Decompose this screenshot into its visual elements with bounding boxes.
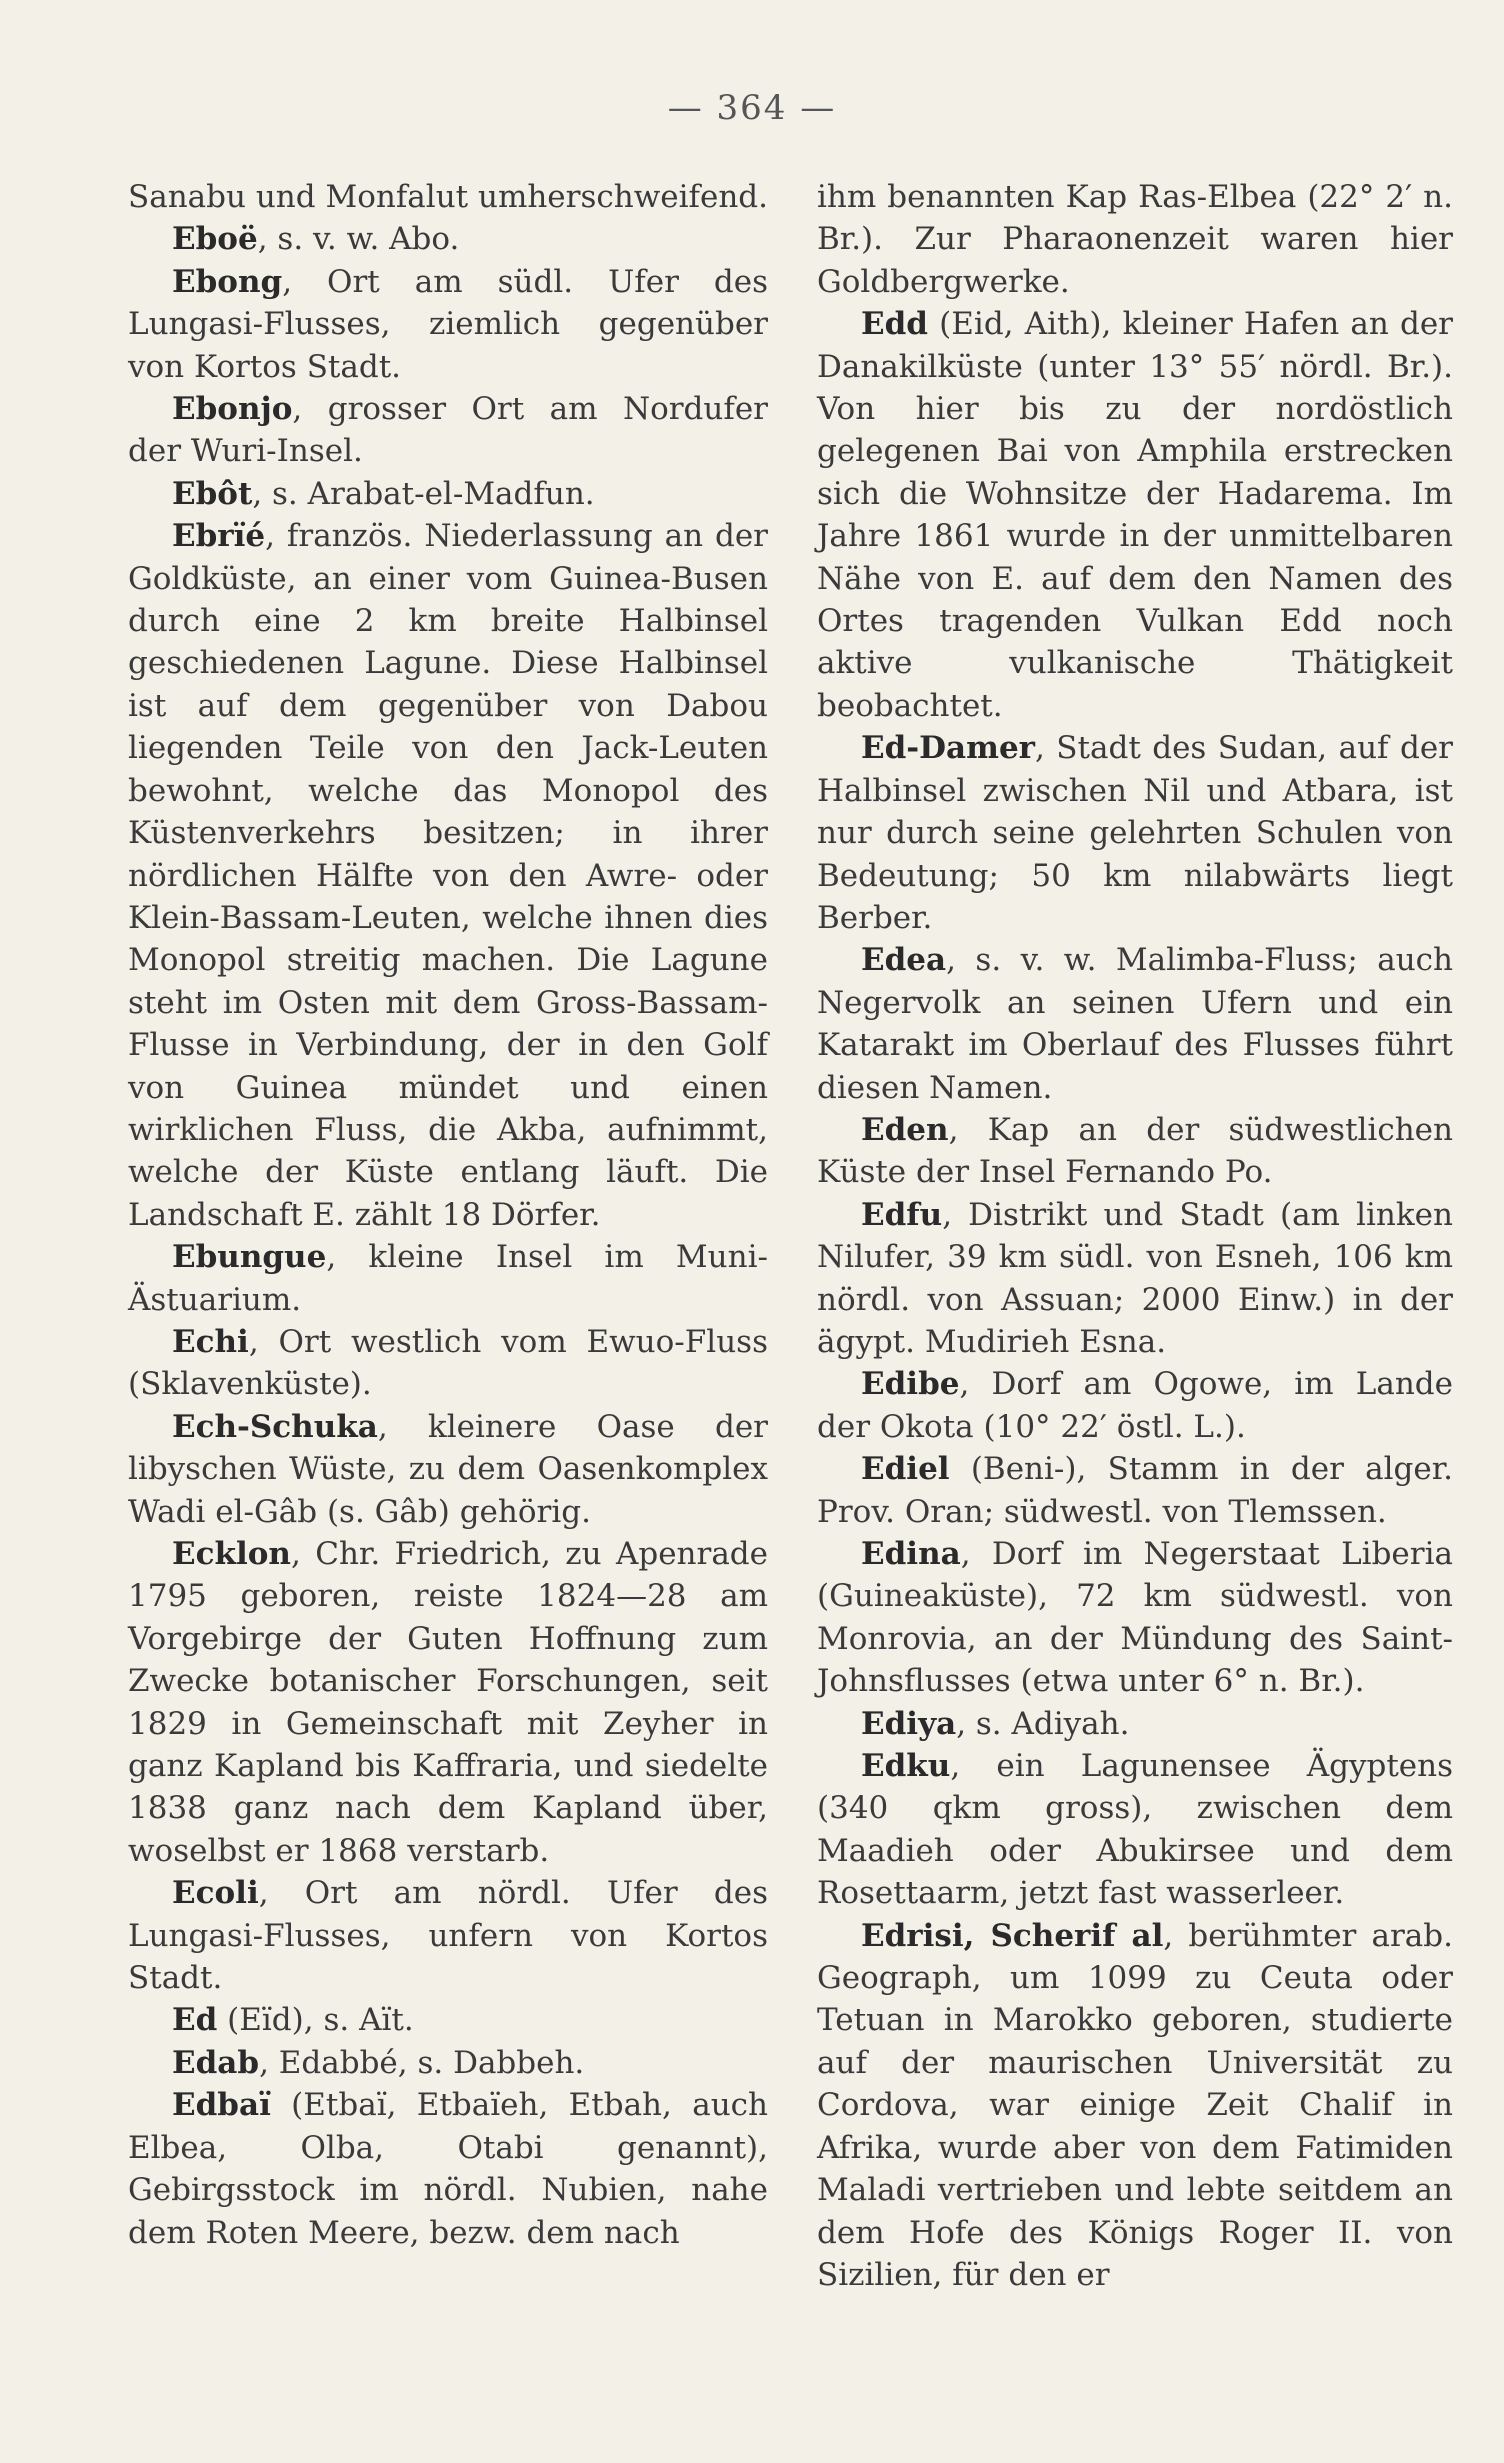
dictionary-entry xyxy=(128,2042,768,2084)
dictionary-entry xyxy=(817,1915,1453,2297)
entry-text: , Ort am nördl. Ufer des Lungasi-Flusses, unfern von Kortos Stadt. xyxy=(128,1875,768,1997)
entry-headword: Ediel xyxy=(861,1451,950,1488)
entry-text: , s. v. w. Abo. xyxy=(257,221,460,258)
entry-text: , kleinere Oase der libyschen Wüste, zu dem Oasenkomplex Wadi el-Gâb (s. Gâb) gehörig. xyxy=(128,1408,768,1530)
entry-text: , französ. Niederlassung an der Goldküste, an einer vom Guinea-Busen durch eine 2 km breite Halbinsel geschiedenen Lagune. Diese Halbinsel ist auf dem gegenüber von Dabou liegenden Teile von den Jack-Leuten bewohnt, welche das Monopol des Küstenverkehrs besitzen; in ihrer nördlichen Hälfte von den Awre- oder Klein-Bassam-Leuten, welche ihnen dies Monopol streitig machen. Die Lagune steht im Osten mit dem Gross-Bassam-Flusse in Verbindung, der in den Golf von Guinea mündet und einen wirklichen Fluss, die Akba, aufnimmt, welche der Küste entlang läuft. Die Landschaft E. zählt 18 Dörfer. xyxy=(128,518,768,1233)
entry-headword: Ecoli xyxy=(172,1875,259,1912)
entry-headword: Eboë xyxy=(172,221,258,258)
entry-text: , Ort am südl. Ufer des Lungasi-Flusses, ziemlich gegenüber von Kortos Stadt. xyxy=(128,263,768,385)
dictionary-entry xyxy=(817,303,1453,727)
dictionary-entry xyxy=(128,1872,768,1999)
entry-headword: Ebonjo xyxy=(172,391,293,428)
entry-text: (Eid, Aith), kleiner Hafen an der Danakilküste (unter 13° 55′ nördl. Br.). Von hier bis zu der nordöstlich gelegenen Bai von Amphila erstrecken sich die Wohnsitze der Hadarema. Im Jahre 1861 wurde in der unmittelbaren Nähe von E. auf dem den Namen des Ortes tragenden Vulkan Edd noch aktive vulkanische Thätigkeit beobachtet. xyxy=(817,306,1453,724)
dictionary-entry xyxy=(128,1236,768,1321)
entry-text: , Ort westlich vom Ewuo-Fluss (Sklavenküste). xyxy=(128,1323,768,1403)
dictionary-entry xyxy=(128,473,768,515)
entry-text: , Kap an der südwestlichen Küste der Insel Fernando Po. xyxy=(817,1111,1453,1191)
dictionary-entry xyxy=(817,727,1453,939)
right-column xyxy=(817,176,1453,2296)
dictionary-entry xyxy=(128,176,768,218)
dictionary-entry xyxy=(128,2084,768,2254)
entry-text: , Edabbé, s. Dabbeh. xyxy=(259,2044,585,2081)
entry-text: , grosser Ort am Nordufer der Wuri-Insel. xyxy=(128,391,768,470)
entry-headword: Ed xyxy=(172,2002,218,2039)
entry-text: , Distrikt und Stadt (am linken Nilufer, 39 km südl. von Esneh, 106 km nördl. von Assuan; 2000 Einw.) in der ägypt. Mudirieh Esna. xyxy=(817,1196,1453,1360)
dictionary-entry xyxy=(817,1703,1453,1745)
entry-text: , Dorf im Negerstaat Liberia (Guineaküste), 72 km südwestl. von Monrovia, an der Mündung des Saint-Johnsflusses (etwa unter 6° n. Br.). xyxy=(817,1536,1453,1700)
dictionary-entry xyxy=(817,1109,1453,1194)
entry-text: ihm benannten Kap Ras-Elbea (22° 2′ n. Br.). Zur Pharaonenzeit waren hier Goldbergwerke. xyxy=(817,179,1453,300)
entry-headword: Edfu xyxy=(861,1196,943,1233)
entry-headword: Ecklon xyxy=(172,1536,291,1572)
entry-headword: Ebong xyxy=(172,263,283,300)
dictionary-entry xyxy=(817,1363,1453,1448)
dictionary-entry xyxy=(817,1745,1453,1915)
entry-text: (Beni-), Stamm in der alger. Prov. Oran; südwestl. von Tlemssen. xyxy=(817,1451,1453,1530)
entry-text: , s. Arabat-el-Madfun. xyxy=(252,475,595,512)
entry-text: , berühmter arab. Geograph, um 1099 zu Ceuta oder Tetuan in Marokko geboren, studierte auf der maurischen Universität zu Cordova, war einige Zeit Chalif in Afrika, wurde aber von dem Fatimiden Maladi vertrieben und lebte seitdem an dem Hofe des Königs Roger II. von Sizilien, für den er xyxy=(817,1917,1453,2293)
entry-text: , ein Lagunensee Ägyptens (340 qkm gross), zwischen dem Maadieh oder Abukirsee und dem Rosettaarm, jetzt fast wasserleer. xyxy=(817,1748,1453,1912)
entry-headword: Edibe xyxy=(861,1366,960,1403)
entry-text: Sanabu und Monfalut umherschweifend. xyxy=(128,179,768,215)
dictionary-entry xyxy=(128,1533,768,1872)
entry-headword: Edrisi, Scherif al xyxy=(861,1917,1164,1954)
entry-text: , Dorf am Ogowe, im Lande der Okota (10° 22′ östl. L.). xyxy=(817,1366,1453,1445)
entry-headword: Edd xyxy=(861,306,928,343)
entry-headword: Edea xyxy=(861,942,947,979)
entry-headword: Edbaï xyxy=(172,2087,271,2124)
entry-headword: Edab xyxy=(172,2044,260,2081)
entry-headword: Edina xyxy=(861,1536,961,1572)
entry-headword: Ed-Damer xyxy=(861,730,1035,767)
dictionary-entry xyxy=(817,1194,1453,1364)
dictionary-entry xyxy=(128,1321,768,1406)
entry-headword: Ebrïé xyxy=(172,518,266,555)
dictionary-entry xyxy=(817,1448,1453,1533)
entry-text: , s. Adiyah. xyxy=(956,1705,1130,1742)
entry-text: , kleine Insel im Muni-Ästuarium. xyxy=(128,1239,768,1318)
dictionary-entry xyxy=(128,218,768,260)
entry-headword: Echi xyxy=(172,1323,249,1360)
entry-text: , s. v. w. Malimba-Fluss; auch Negervolk an seinen Ufern und ein Katarakt im Oberlauf des Flusses führt diesen Namen. xyxy=(817,942,1453,1106)
dictionary-entry xyxy=(817,1533,1453,1703)
entry-text: (Eïd), s. Aït. xyxy=(217,2002,414,2039)
entry-headword: Ebungue xyxy=(172,1239,327,1276)
entry-headword: Ech-Schuka xyxy=(172,1408,378,1445)
page-number: — 364 — xyxy=(667,88,837,128)
dictionary-entry xyxy=(128,1999,768,2041)
dictionary-entry xyxy=(128,261,768,388)
entry-text: (Etbaï, Etbaïeh, Etbah, auch Elbea, Olba, Otabi genannt), Gebirgsstock im nördl. Nubien, nahe dem Roten Meere, bezw. dem nach xyxy=(128,2087,768,2251)
entry-headword: Edku xyxy=(861,1748,951,1785)
dictionary-entry xyxy=(817,176,1453,303)
left-column xyxy=(128,176,768,2254)
dictionary-entry xyxy=(128,515,768,1236)
entry-headword: Ediya xyxy=(861,1705,957,1742)
entry-headword: Ebôt xyxy=(172,475,253,512)
entry-headword: Eden xyxy=(861,1111,949,1148)
dictionary-entry xyxy=(128,388,768,473)
entry-text: , Chr. Friedrich, zu Apenrade 1795 geboren, reiste 1824—28 am Vorgebirge der Guten Hoffnung zum Zwecke botanischer Forschungen, seit 1829 in Gemeinschaft mit Zeyher in ganz Kapland bis Kaffraria, und siedelte 1838 ganz nach dem Kapland über, woselbst er 1868 verstarb. xyxy=(128,1536,768,1869)
dictionary-entry xyxy=(817,939,1453,1109)
dictionary-entry xyxy=(128,1406,768,1533)
entry-text: , Stadt des Sudan, auf der Halbinsel zwischen Nil und Atbara, ist nur durch seine gelehrten Schulen von Bedeutung; 50 km nilabwärts liegt Berber. xyxy=(817,730,1453,936)
